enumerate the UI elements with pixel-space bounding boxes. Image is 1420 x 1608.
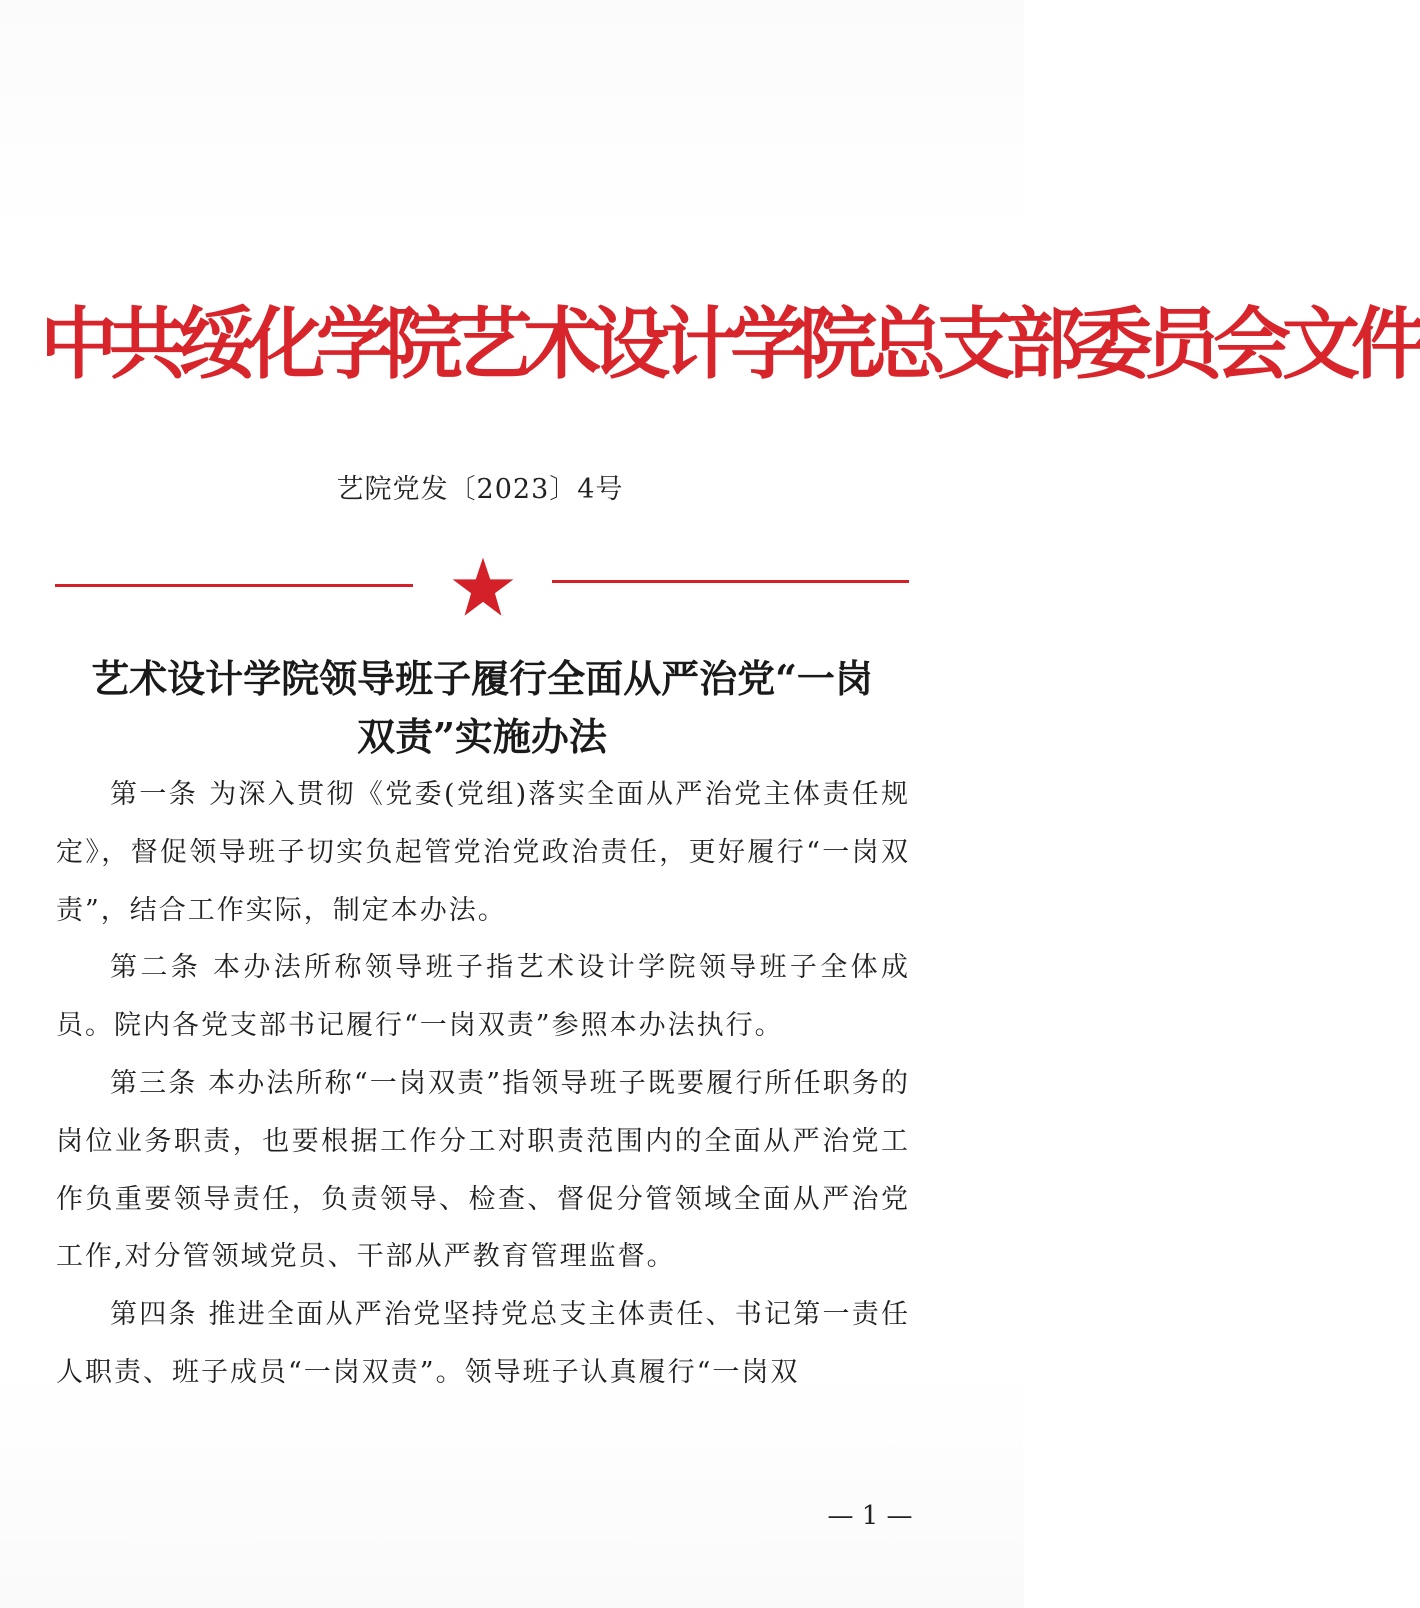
article-text: 为深入贯彻《党委(党组)落实全面从严治党主体责任规定》，督促领导班子切实负起管党治党政治责任，更好履行“一岗双责”，结合工作实际，制定本办法。 [56, 779, 910, 926]
document-body [56, 766, 910, 1402]
red-divider-right [552, 580, 909, 583]
article-paragraph [56, 766, 910, 939]
article-paragraph [56, 1286, 910, 1402]
red-star-icon [450, 555, 516, 621]
article-label: 第二条 [110, 952, 202, 984]
article-text: 本办法所称领导班子指艺术设计学院领导班子全体成员。院内各党支部书记履行“一岗双责”参照本办法执行。 [56, 952, 911, 1042]
document-header-title: 中共绥化学院艺术设计学院总支部委员会文件 [40, 300, 1420, 390]
article-paragraph [56, 1055, 910, 1286]
red-divider-left [55, 584, 413, 587]
article-label: 第四条 [110, 1299, 198, 1331]
document-title-line-2: 双责”实施办法 [357, 714, 607, 759]
article-paragraph [56, 939, 910, 1055]
document-title-line-1: 艺术设计学院领导班子履行全面从严治党“一岗 [91, 656, 873, 701]
document-title [50, 650, 914, 766]
document-number: 艺院党发〔2023〕4号 [336, 474, 624, 505]
article-text: 本办法所称“一岗双责”指领导班子既要履行所任职务的岗位业务职责，也要根据工作分工对职责范围内的全面从严治党工作负重要领导责任，负责领导、检查、督促分管领域全面从严治党工作,对分管领域党员、干部从严教育管理监督。 [56, 1067, 911, 1273]
article-text: 推进全面从严治党坚持党总支主体责任、书记第一责任人职责、班子成员“一岗双责”。领导班子认真履行“一岗双 [56, 1299, 911, 1388]
article-label: 第三条 [110, 1067, 198, 1099]
article-label: 第一条 [110, 779, 199, 810]
page-number: — 1 — [827, 1501, 913, 1531]
